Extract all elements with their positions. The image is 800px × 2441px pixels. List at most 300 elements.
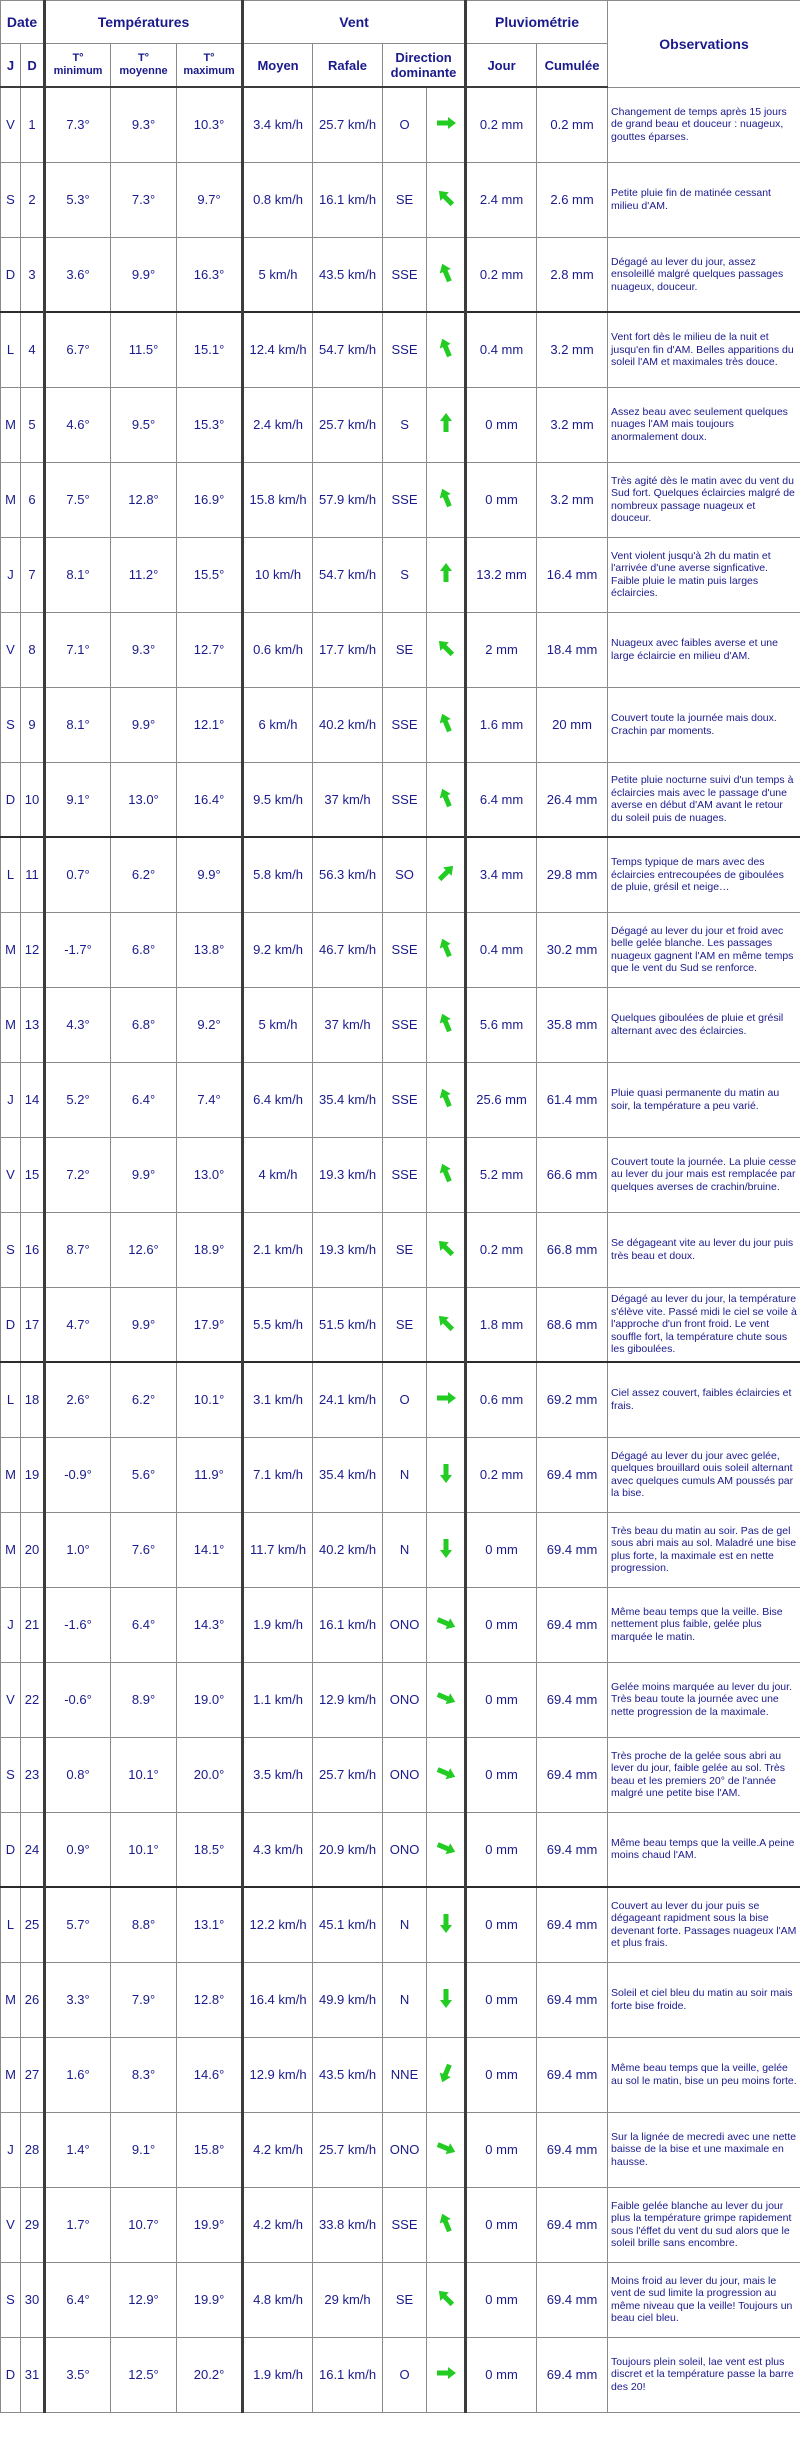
observation-cell: Ciel assez couvert, faibles éclaircies et frais. <box>608 1362 800 1437</box>
day-number: 15 <box>21 1137 45 1212</box>
wind-mean-cell: 0.6 km/h <box>243 612 313 687</box>
rain-cumul-cell: 69.2 mm <box>537 1362 608 1437</box>
wind-gust-cell: 37 km/h <box>313 762 383 837</box>
tmin-cell: 6.4° <box>45 2262 111 2337</box>
tmoy-cell: 7.9° <box>111 1962 177 2037</box>
table-row <box>1 1512 800 1587</box>
rain-day-cell: 0.2 mm <box>466 1212 537 1287</box>
wind-direction-cell: SSE <box>383 687 427 762</box>
rain-cumul-cell: 69.4 mm <box>537 1737 608 1812</box>
tmoy-cell: 10.7° <box>111 2187 177 2262</box>
header-vent-rafale: Rafale <box>313 44 383 88</box>
rain-cumul-cell: 66.8 mm <box>537 1212 608 1287</box>
rain-cumul-cell: 20 mm <box>537 687 608 762</box>
rain-day-cell: 0 mm <box>466 1737 537 1812</box>
day-letter: D <box>1 2337 21 2412</box>
rain-day-cell: 0 mm <box>466 2112 537 2187</box>
wind-arrow-icon <box>433 1610 459 1636</box>
day-number: 24 <box>21 1812 45 1887</box>
tmin-cell: 1.0° <box>45 1512 111 1587</box>
tmin-cell: 8.1° <box>45 537 111 612</box>
rain-day-cell: 0 mm <box>466 1962 537 2037</box>
day-letter: V <box>1 612 21 687</box>
wind-arrow-cell <box>427 1662 466 1737</box>
wind-arrow-cell <box>427 312 466 387</box>
rain-cumul-cell: 0.2 mm <box>537 87 608 162</box>
tmoy-cell: 9.9° <box>111 237 177 312</box>
observation-cell: Dégagé au lever du jour avec gelée, quelques brouillard ouis soleil alternant avec quelques cumuls AM poussés par la bise. <box>608 1437 800 1512</box>
day-number: 11 <box>21 837 45 912</box>
observation-cell: Faible gelée blanche au lever du jour plus la température grimpe rapidement sous l'éffet du vent du sud alors que le soleil brille sans encombre. <box>608 2187 800 2262</box>
tmax-cell: 11.9° <box>177 1437 243 1512</box>
day-letter: S <box>1 2262 21 2337</box>
tmoy-cell: 6.4° <box>111 1587 177 1662</box>
tmoy-cell: 9.9° <box>111 687 177 762</box>
observation-cell: Couvert toute la journée mais doux. Crachin par moments. <box>608 687 800 762</box>
rain-day-cell: 0 mm <box>466 2187 537 2262</box>
observation-cell: Couvert toute la journée. La pluie cesse au lever du jour mais est remplacée par quelques averses de crachin/bruine. <box>608 1137 800 1212</box>
observation-cell: Très proche de la gelée sous abri au lever du jour, faible gelée au sol. Très beau et les premiers 20° de l'année malgré une petite bise l'AM. <box>608 1737 800 1812</box>
table-row <box>1 1887 800 1962</box>
wind-direction-cell: ONO <box>383 2112 427 2187</box>
wind-arrow-icon <box>433 1835 459 1861</box>
rain-day-cell: 1.8 mm <box>466 1287 537 1362</box>
wind-gust-cell: 25.7 km/h <box>313 1737 383 1812</box>
day-letter: D <box>1 1812 21 1887</box>
rain-cumul-cell: 2.6 mm <box>537 162 608 237</box>
wind-mean-cell: 6.4 km/h <box>243 1062 313 1137</box>
tmoy-cell: 9.9° <box>111 1287 177 1362</box>
tmax-cell: 16.3° <box>177 237 243 312</box>
wind-direction-cell: SSE <box>383 2187 427 2262</box>
header-tmax: T° maximum <box>177 44 243 88</box>
observation-cell: Moins froid au lever du jour, mais le vent de sud limite la progression au même niveau que la veille! Toujours un beau ciel bleu. <box>608 2262 800 2337</box>
rain-day-cell: 2.4 mm <box>466 162 537 237</box>
rain-cumul-cell: 29.8 mm <box>537 837 608 912</box>
wind-arrow-cell <box>427 762 466 837</box>
table-row <box>1 237 800 312</box>
tmoy-cell: 7.3° <box>111 162 177 237</box>
day-letter: S <box>1 1737 21 1812</box>
tmin-cell: 3.5° <box>45 2337 111 2412</box>
tmax-cell: 13.1° <box>177 1887 243 1962</box>
wind-direction-cell: SE <box>383 162 427 237</box>
rain-day-cell: 0.2 mm <box>466 87 537 162</box>
day-letter: L <box>1 1362 21 1437</box>
tmax-cell: 20.2° <box>177 2337 243 2412</box>
tmoy-cell: 12.9° <box>111 2262 177 2337</box>
tmax-cell: 19.9° <box>177 2187 243 2262</box>
wind-arrow-cell <box>427 2112 466 2187</box>
wind-mean-cell: 6 km/h <box>243 687 313 762</box>
wind-gust-cell: 54.7 km/h <box>313 312 383 387</box>
tmax-cell: 17.9° <box>177 1287 243 1362</box>
wind-arrow-icon <box>433 485 459 511</box>
tmax-cell: 14.6° <box>177 2037 243 2112</box>
wind-arrow-cell <box>427 2337 466 2412</box>
wind-direction-cell: SSE <box>383 987 427 1062</box>
wind-gust-cell: 25.7 km/h <box>313 2112 383 2187</box>
header-tmin: T° minimum <box>45 44 111 88</box>
wind-arrow-icon <box>433 1235 459 1261</box>
observation-cell: Toujours plein soleil, lae vent est plus discret et la température passe la barre des 20! <box>608 2337 800 2412</box>
tmin-cell: 5.7° <box>45 1887 111 1962</box>
observation-cell: Même beau temps que la veille. Bise nettement plus faible, gelée plus marquée le matin. <box>608 1587 800 1662</box>
wind-arrow-icon <box>433 560 459 586</box>
observation-cell: Pluie quasi permanente du matin au soir, la température a peu varié. <box>608 1062 800 1137</box>
wind-direction-cell: N <box>383 1887 427 1962</box>
wind-arrow-icon <box>433 1310 459 1336</box>
wind-arrow-cell <box>427 1512 466 1587</box>
wind-arrow-icon <box>433 1460 459 1486</box>
wind-arrow-icon <box>433 185 459 211</box>
wind-gust-cell: 40.2 km/h <box>313 1512 383 1587</box>
wind-direction-cell: O <box>383 1362 427 1437</box>
tmoy-cell: 11.2° <box>111 537 177 612</box>
observation-cell: Dégagé au lever du jour, la température s'élève vite. Passé midi le ciel se voile à l'approche d'un front froid. Le vent souffle fort, la température chute sous les giboulées. <box>608 1287 800 1362</box>
wind-gust-cell: 45.1 km/h <box>313 1887 383 1962</box>
rain-cumul-cell: 69.4 mm <box>537 1962 608 2037</box>
table-row <box>1 837 800 912</box>
day-number: 26 <box>21 1962 45 2037</box>
rain-cumul-cell: 69.4 mm <box>537 2037 608 2112</box>
observation-cell: Très agité dès le matin avec du vent du Sud fort. Quelques éclaircies malgré de nombreux passage nuageux et douceur. <box>608 462 800 537</box>
wind-mean-cell: 4.2 km/h <box>243 2112 313 2187</box>
wind-arrow-icon <box>433 2285 459 2311</box>
rain-day-cell: 0.4 mm <box>466 912 537 987</box>
tmin-cell: 4.6° <box>45 387 111 462</box>
tmoy-cell: 10.1° <box>111 1812 177 1887</box>
day-letter: J <box>1 1587 21 1662</box>
day-letter: M <box>1 1512 21 1587</box>
wind-direction-cell: ONO <box>383 1737 427 1812</box>
wind-mean-cell: 4.3 km/h <box>243 1812 313 1887</box>
tmoy-cell: 8.8° <box>111 1887 177 1962</box>
wind-gust-cell: 57.9 km/h <box>313 462 383 537</box>
tmoy-cell: 8.3° <box>111 2037 177 2112</box>
day-letter: M <box>1 462 21 537</box>
rain-cumul-cell: 61.4 mm <box>537 1062 608 1137</box>
tmoy-cell: 9.5° <box>111 387 177 462</box>
wind-arrow-cell <box>427 2037 466 2112</box>
rain-day-cell: 0.4 mm <box>466 312 537 387</box>
wind-mean-cell: 1.9 km/h <box>243 1587 313 1662</box>
wind-mean-cell: 9.5 km/h <box>243 762 313 837</box>
tmin-cell: 7.5° <box>45 462 111 537</box>
wind-direction-cell: SSE <box>383 762 427 837</box>
header-temperatures: Températures <box>45 1 243 44</box>
rain-day-cell: 0 mm <box>466 2337 537 2412</box>
wind-gust-cell: 46.7 km/h <box>313 912 383 987</box>
tmin-cell: -0.9° <box>45 1437 111 1512</box>
rain-day-cell: 0 mm <box>466 2262 537 2337</box>
rain-cumul-cell: 35.8 mm <box>537 987 608 1062</box>
header-date: Date <box>1 1 45 44</box>
tmoy-cell: 6.2° <box>111 1362 177 1437</box>
day-number: 8 <box>21 612 45 687</box>
day-number: 5 <box>21 387 45 462</box>
rain-day-cell: 25.6 mm <box>466 1062 537 1137</box>
tmoy-cell: 13.0° <box>111 762 177 837</box>
header-tmoy: T° moyenne <box>111 44 177 88</box>
tmax-cell: 12.7° <box>177 612 243 687</box>
wind-gust-cell: 12.9 km/h <box>313 1662 383 1737</box>
wind-direction-cell: SSE <box>383 462 427 537</box>
wind-arrow-cell <box>427 1962 466 2037</box>
wind-gust-cell: 43.5 km/h <box>313 2037 383 2112</box>
tmoy-cell: 12.8° <box>111 462 177 537</box>
day-letter: J <box>1 1062 21 1137</box>
wind-arrow-cell <box>427 237 466 312</box>
wind-gust-cell: 16.1 km/h <box>313 2337 383 2412</box>
wind-arrow-icon <box>433 2210 459 2236</box>
tmin-cell: 0.8° <box>45 1737 111 1812</box>
tmin-cell: 8.1° <box>45 687 111 762</box>
wind-direction-cell: SSE <box>383 1062 427 1137</box>
day-number: 9 <box>21 687 45 762</box>
header-direction: Direction dominante <box>383 44 466 88</box>
wind-arrow-icon <box>433 2060 459 2086</box>
tmoy-cell: 10.1° <box>111 1737 177 1812</box>
rain-cumul-cell: 69.4 mm <box>537 1437 608 1512</box>
wind-arrow-icon <box>433 1985 459 2011</box>
wind-gust-cell: 35.4 km/h <box>313 1437 383 1512</box>
table-row <box>1 2262 800 2337</box>
tmax-cell: 14.1° <box>177 1512 243 1587</box>
rain-cumul-cell: 69.4 mm <box>537 2337 608 2412</box>
day-number: 2 <box>21 162 45 237</box>
wind-gust-cell: 16.1 km/h <box>313 162 383 237</box>
observation-cell: Petite pluie fin de matinée cessant milieu d'AM. <box>608 162 800 237</box>
header-jour-mois: D <box>21 44 45 88</box>
wind-arrow-icon <box>433 1010 459 1036</box>
tmax-cell: 19.0° <box>177 1662 243 1737</box>
table-row <box>1 1812 800 1887</box>
tmin-cell: 4.7° <box>45 1287 111 1362</box>
tmin-cell: 5.3° <box>45 162 111 237</box>
wind-arrow-cell <box>427 987 466 1062</box>
wind-arrow-icon <box>433 785 459 811</box>
wind-arrow-icon <box>433 1085 459 1111</box>
tmoy-cell: 9.3° <box>111 612 177 687</box>
wind-gust-cell: 51.5 km/h <box>313 1287 383 1362</box>
tmin-cell: -0.6° <box>45 1662 111 1737</box>
wind-direction-cell: O <box>383 2337 427 2412</box>
wind-mean-cell: 7.1 km/h <box>243 1437 313 1512</box>
table-row <box>1 87 800 162</box>
observation-cell: Dégagé au lever du jour et froid avec belle gelée blanche. Les passages nuageux gagnent l'AM en même temps que le vent du Sud se renforce. <box>608 912 800 987</box>
wind-gust-cell: 19.3 km/h <box>313 1137 383 1212</box>
observation-cell: Couvert au lever du jour puis se dégageant rapidment sous la bise devenant forte. Passages nuageux l'AM et plus frais. <box>608 1887 800 1962</box>
observation-cell: Quelques giboulées de pluie et grésil alternant avec des éclaircies. <box>608 987 800 1062</box>
wind-mean-cell: 15.8 km/h <box>243 462 313 537</box>
tmax-cell: 15.3° <box>177 387 243 462</box>
wind-arrow-cell <box>427 1062 466 1137</box>
wind-direction-cell: SSE <box>383 237 427 312</box>
table-row <box>1 1212 800 1287</box>
wind-arrow-cell <box>427 2187 466 2262</box>
rain-day-cell: 5.6 mm <box>466 987 537 1062</box>
tmin-cell: 0.7° <box>45 837 111 912</box>
wind-direction-cell: SO <box>383 837 427 912</box>
observation-cell: Petite pluie nocturne suivi d'un temps à éclaircies mais avec le passage d'une averse en début d'AM avant le retour du soleil puis de nuages. <box>608 762 800 837</box>
tmoy-cell: 9.3° <box>111 87 177 162</box>
wind-arrow-icon <box>433 335 459 361</box>
observation-cell: Même beau temps que la veille.A peine moins chaud l'AM. <box>608 1812 800 1887</box>
wind-arrow-cell <box>427 912 466 987</box>
tmin-cell: 3.6° <box>45 237 111 312</box>
table-row <box>1 2187 800 2262</box>
wind-gust-cell: 25.7 km/h <box>313 387 383 462</box>
rain-day-cell: 0 mm <box>466 1662 537 1737</box>
table-row <box>1 1287 800 1362</box>
rain-day-cell: 0 mm <box>466 1812 537 1887</box>
tmax-cell: 16.4° <box>177 762 243 837</box>
wind-arrow-icon <box>433 1685 459 1711</box>
tmax-cell: 13.0° <box>177 1137 243 1212</box>
day-number: 14 <box>21 1062 45 1137</box>
wind-arrow-cell <box>427 687 466 762</box>
wind-arrow-icon <box>433 860 459 886</box>
day-number: 4 <box>21 312 45 387</box>
tmin-cell: -1.7° <box>45 912 111 987</box>
tmax-cell: 15.5° <box>177 537 243 612</box>
wind-arrow-cell <box>427 1437 466 1512</box>
tmin-cell: 5.2° <box>45 1062 111 1137</box>
tmin-cell: 6.7° <box>45 312 111 387</box>
tmax-cell: 18.5° <box>177 1812 243 1887</box>
table-row <box>1 162 800 237</box>
wind-arrow-cell <box>427 1587 466 1662</box>
day-number: 29 <box>21 2187 45 2262</box>
wind-arrow-cell <box>427 87 466 162</box>
header-pluviometrie: Pluviométrie <box>466 1 608 44</box>
tmax-cell: 15.1° <box>177 312 243 387</box>
day-letter: V <box>1 87 21 162</box>
wind-arrow-icon <box>433 1160 459 1186</box>
wind-arrow-cell <box>427 837 466 912</box>
day-number: 22 <box>21 1662 45 1737</box>
wind-direction-cell: SE <box>383 1287 427 1362</box>
day-letter: J <box>1 2112 21 2187</box>
day-letter: M <box>1 2037 21 2112</box>
table-row <box>1 2037 800 2112</box>
tmax-cell: 9.2° <box>177 987 243 1062</box>
wind-direction-cell: O <box>383 87 427 162</box>
table-row <box>1 687 800 762</box>
rain-day-cell: 5.2 mm <box>466 1137 537 1212</box>
day-letter: V <box>1 2187 21 2262</box>
observation-cell: Vent violent jusqu'à 2h du matin et l'arrivée d'une averse signficative. Faible pluie le matin puis larges éclaircies. <box>608 537 800 612</box>
table-row <box>1 762 800 837</box>
tmin-cell: 1.4° <box>45 2112 111 2187</box>
wind-gust-cell: 43.5 km/h <box>313 237 383 312</box>
wind-arrow-cell <box>427 2262 466 2337</box>
day-number: 10 <box>21 762 45 837</box>
rain-day-cell: 6.4 mm <box>466 762 537 837</box>
tmax-cell: 20.0° <box>177 1737 243 1812</box>
table-row <box>1 537 800 612</box>
day-letter: J <box>1 537 21 612</box>
tmax-cell: 12.1° <box>177 687 243 762</box>
wind-direction-cell: N <box>383 1962 427 2037</box>
wind-gust-cell: 16.1 km/h <box>313 1587 383 1662</box>
tmoy-cell: 11.5° <box>111 312 177 387</box>
table-row <box>1 1137 800 1212</box>
wind-mean-cell: 5 km/h <box>243 987 313 1062</box>
day-number: 1 <box>21 87 45 162</box>
wind-gust-cell: 17.7 km/h <box>313 612 383 687</box>
wind-direction-cell: SSE <box>383 1137 427 1212</box>
wind-direction-cell: SSE <box>383 912 427 987</box>
rain-cumul-cell: 69.4 mm <box>537 1887 608 1962</box>
rain-cumul-cell: 26.4 mm <box>537 762 608 837</box>
rain-cumul-cell: 66.6 mm <box>537 1137 608 1212</box>
observation-cell: Gelée moins marquée au lever du jour. Très beau toute la journée avec une nette progression de la maximale. <box>608 1662 800 1737</box>
tmoy-cell: 5.6° <box>111 1437 177 1512</box>
wind-arrow-icon <box>433 410 459 436</box>
rain-cumul-cell: 3.2 mm <box>537 387 608 462</box>
rain-cumul-cell: 69.4 mm <box>537 1662 608 1737</box>
day-letter: S <box>1 1212 21 1287</box>
wind-direction-cell: N <box>383 1437 427 1512</box>
wind-direction-cell: ONO <box>383 1587 427 1662</box>
day-number: 18 <box>21 1362 45 1437</box>
day-number: 31 <box>21 2337 45 2412</box>
wind-arrow-cell <box>427 1362 466 1437</box>
rain-day-cell: 2 mm <box>466 612 537 687</box>
day-letter: D <box>1 762 21 837</box>
wind-arrow-icon <box>433 2360 459 2386</box>
day-letter: V <box>1 1662 21 1737</box>
day-number: 21 <box>21 1587 45 1662</box>
wind-mean-cell: 4 km/h <box>243 1137 313 1212</box>
wind-mean-cell: 1.1 km/h <box>243 1662 313 1737</box>
wind-mean-cell: 12.2 km/h <box>243 1887 313 1962</box>
rain-cumul-cell: 3.2 mm <box>537 462 608 537</box>
wind-gust-cell: 37 km/h <box>313 987 383 1062</box>
table-body <box>1 87 800 2412</box>
wind-arrow-cell <box>427 387 466 462</box>
rain-day-cell: 3.4 mm <box>466 837 537 912</box>
rain-cumul-cell: 69.4 mm <box>537 2187 608 2262</box>
day-number: 25 <box>21 1887 45 1962</box>
rain-day-cell: 0 mm <box>466 2037 537 2112</box>
observation-cell: Changement de temps après 15 jours de grand beau et douceur : nuageux, gouttes éparses. <box>608 87 800 162</box>
day-number: 12 <box>21 912 45 987</box>
tmoy-cell: 12.5° <box>111 2337 177 2412</box>
rain-cumul-cell: 69.4 mm <box>537 1587 608 1662</box>
rain-day-cell: 0.2 mm <box>466 1437 537 1512</box>
rain-cumul-cell: 69.4 mm <box>537 1512 608 1587</box>
wind-mean-cell: 12.4 km/h <box>243 312 313 387</box>
wind-gust-cell: 19.3 km/h <box>313 1212 383 1287</box>
day-number: 6 <box>21 462 45 537</box>
wind-direction-cell: NNE <box>383 2037 427 2112</box>
wind-arrow-cell <box>427 1887 466 1962</box>
header-vent-moyen: Moyen <box>243 44 313 88</box>
tmin-cell: 3.3° <box>45 1962 111 2037</box>
tmin-cell: 7.3° <box>45 87 111 162</box>
rain-cumul-cell: 18.4 mm <box>537 612 608 687</box>
wind-direction-cell: SE <box>383 1212 427 1287</box>
wind-arrow-icon <box>433 1910 459 1936</box>
table-row <box>1 462 800 537</box>
day-number: 28 <box>21 2112 45 2187</box>
wind-mean-cell: 5 km/h <box>243 237 313 312</box>
tmax-cell: 12.8° <box>177 1962 243 2037</box>
wind-arrow-cell <box>427 612 466 687</box>
